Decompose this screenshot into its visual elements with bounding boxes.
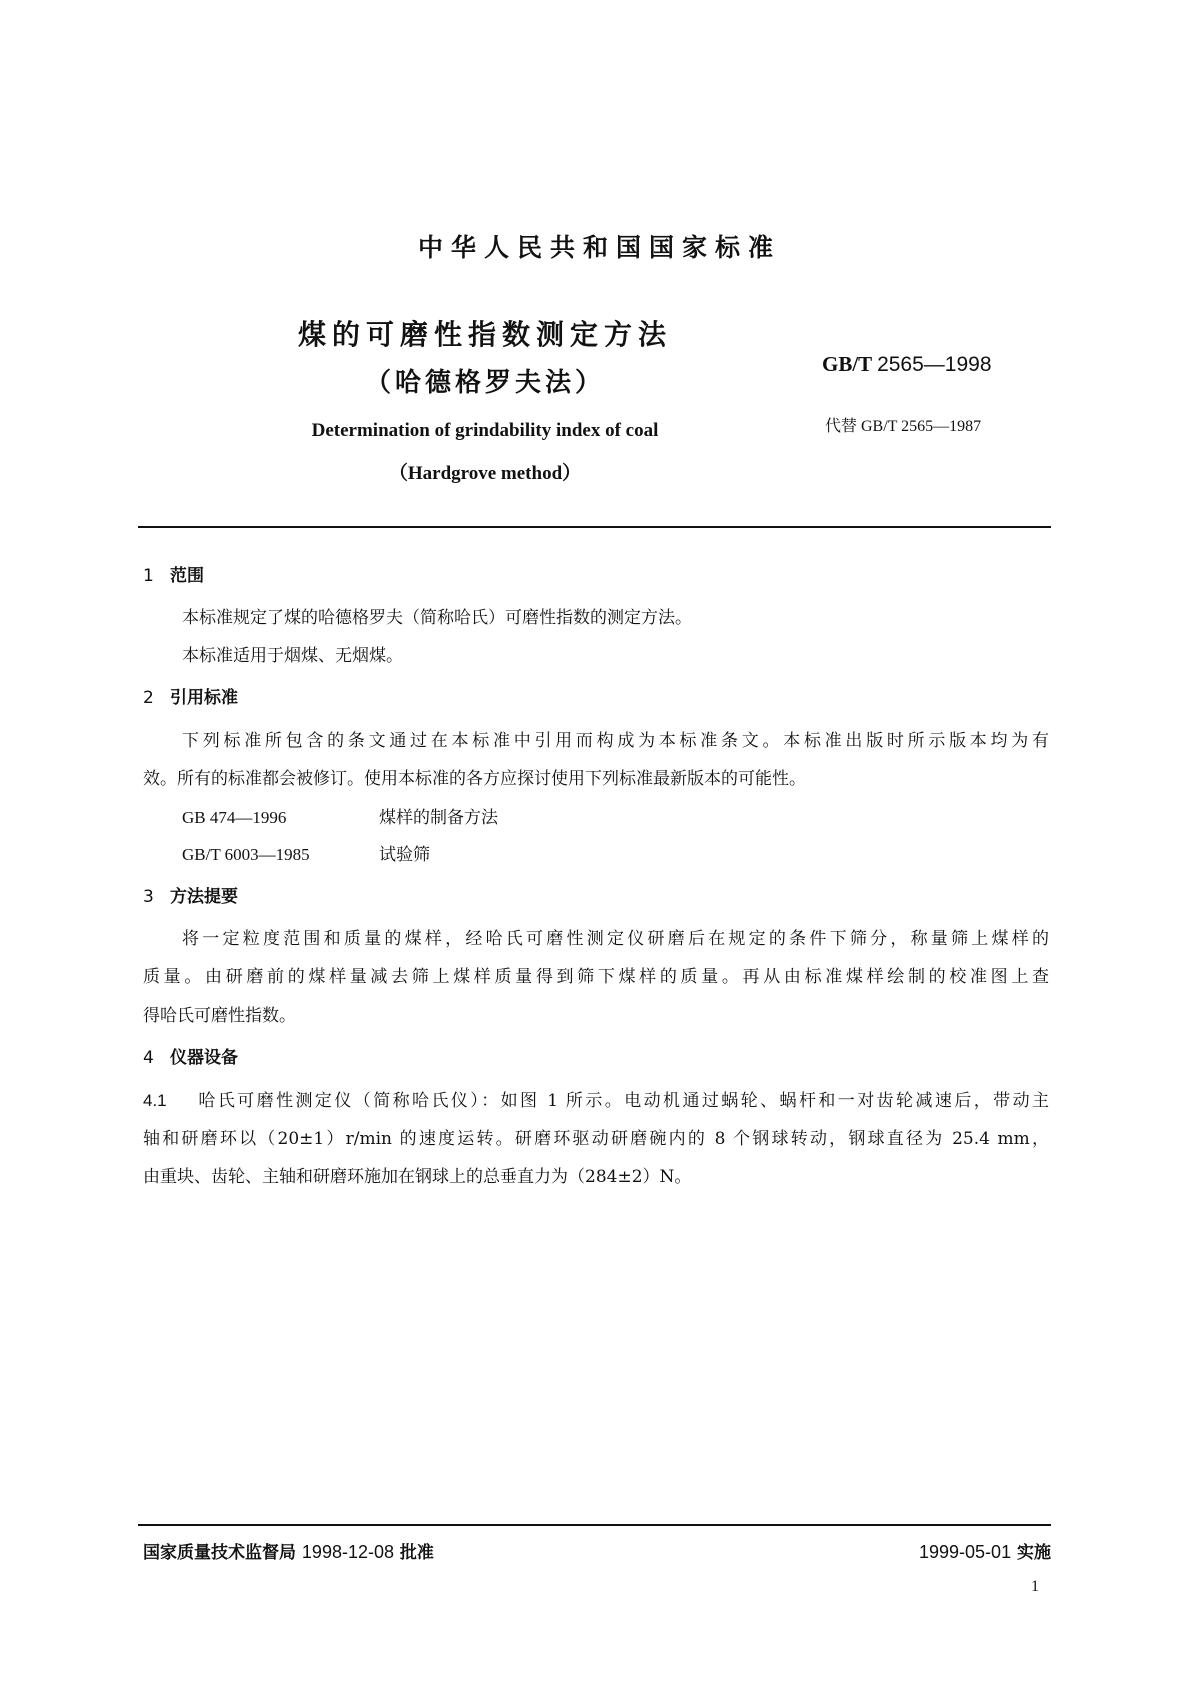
section-number: 4 (143, 1048, 154, 1068)
section-number: 2 (143, 688, 154, 708)
clause-4-1-line3: 由重块、齿轮、主轴和研磨环施加在钢球上的总垂直力为（284±2）N。 (143, 1167, 692, 1187)
clause-4-1-line2: 轴和研磨环以（20±1）r/min 的速度运转。研磨环驱动研磨碗内的 8 个钢球转动，钢球直径为 25.4 mm， (143, 1129, 1049, 1149)
reference-item (182, 803, 498, 828)
approval-org: 国家质量技术监督局 (143, 1543, 296, 1563)
footer-divider (138, 1524, 1051, 1526)
section-heading-references (143, 683, 238, 708)
standard-code-prefix: GB/T (822, 352, 872, 376)
section-title: 方法提要 (170, 887, 238, 907)
page-number: 1 (1031, 1578, 1039, 1595)
clause-number: 4.1 (143, 1091, 167, 1110)
references-paragraph-line2: 效。所有的标准都会被修订。使用本标准的各方应探讨使用下列标准最新版本的可能性。 (143, 769, 806, 789)
principle-line1: 将一定粒度范围和质量的煤样，经哈氏可磨性测定仪研磨后在规定的条件下筛分，称量筛上煤样的 (182, 929, 1049, 949)
implementation-word: 实施 (1017, 1543, 1051, 1563)
approval-word: 批准 (399, 1543, 434, 1563)
references-paragraph-line1: 下列标准所包含的条文通过在本标准中引用而构成为本标准条文。本标准出版时所示版本均为有 (182, 731, 1049, 751)
section-title: 引用标准 (170, 688, 238, 708)
reference-code: GB 474—1996 (182, 808, 287, 827)
implementation-line (919, 1538, 1051, 1563)
english-subtitle: （Hardgrove method） (388, 463, 582, 484)
section-number: 3 (143, 887, 154, 907)
standard-code (822, 352, 992, 377)
reference-title: 试验筛 (379, 845, 430, 865)
section-title: 范围 (170, 566, 204, 586)
replaces-standard: 代替 GB/T 2565—1987 (825, 418, 982, 435)
scope-paragraph-2: 本标准适用于烟煤、无烟煤。 (182, 646, 403, 666)
document-title: 煤的可磨性指数测定方法 (297, 318, 672, 351)
scope-paragraph-1: 本标准规定了煤的哈德格罗夫（简称哈氏）可磨性指数的测定方法。 (182, 608, 692, 628)
english-title: Determination of grindability index of coal (311, 420, 659, 441)
section-number: 1 (143, 566, 154, 586)
reference-title: 煤样的制备方法 (379, 808, 498, 828)
reference-code: GB/T 6003—1985 (182, 845, 310, 864)
clause-4-1-line1 (143, 1086, 1049, 1111)
approval-line (143, 1538, 434, 1563)
header-divider (138, 526, 1051, 528)
implementation-date: 1999-05-01 (919, 1542, 1012, 1562)
clause-text: 哈氏可磨性测定仪（简称哈氏仪）：如图 1 所示。电动机通过蜗轮、蜗杆和一对齿轮减速后，带动主 (196, 1091, 1049, 1111)
section-heading-principle (143, 882, 238, 907)
principle-line2: 质量。由研磨前的煤样量减去筛上煤样质量得到筛下煤样的质量。再从由标准煤样绘制的校准图上查 (143, 967, 1049, 987)
section-heading-apparatus (143, 1043, 238, 1068)
reference-item (182, 840, 430, 865)
approval-date: 1998-12-08 (301, 1542, 394, 1562)
standard-code-number: 2565—1998 (877, 353, 992, 376)
section-heading-scope (143, 561, 204, 586)
document-subtitle: （哈德格罗夫法） (364, 368, 605, 398)
principle-line3: 得哈氏可磨性指数。 (143, 1006, 296, 1026)
national-standard-label: 中华人民共和国国家标准 (417, 233, 781, 262)
section-title: 仪器设备 (170, 1048, 238, 1068)
